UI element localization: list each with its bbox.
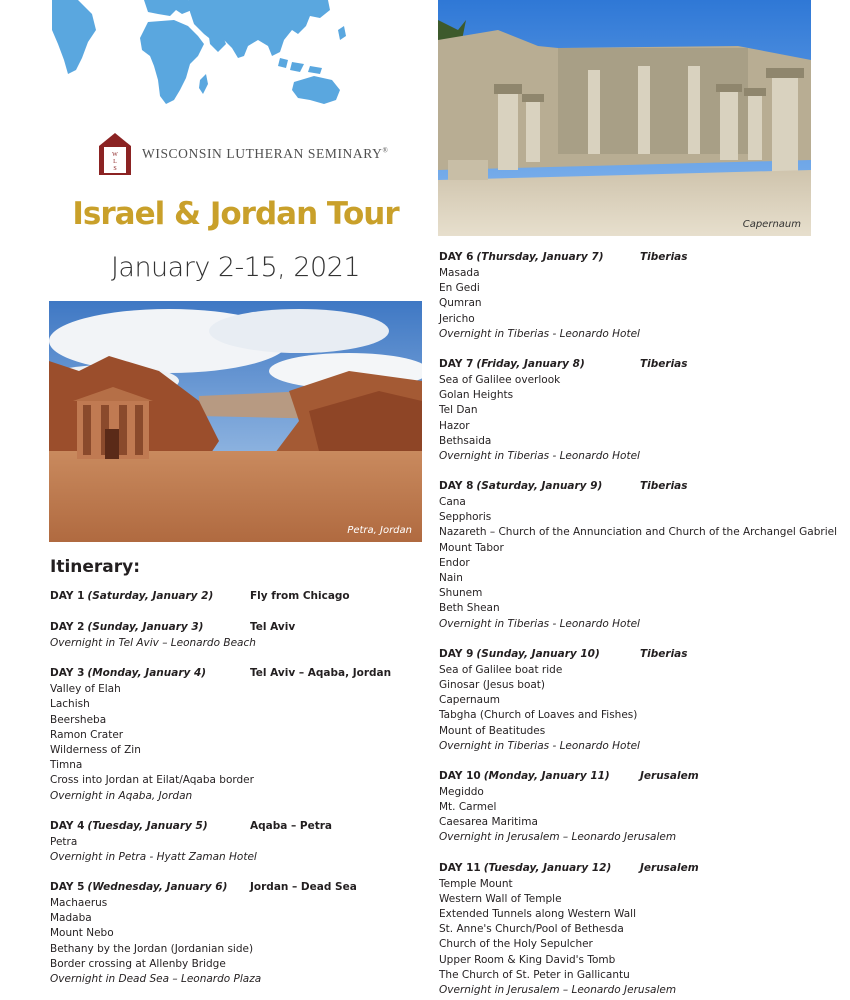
day-place: Qumran	[439, 297, 482, 310]
day-destination: Fly from Chicago	[250, 590, 350, 602]
day-place: Western Wall of Temple	[439, 892, 562, 905]
day-destination: Jerusalem	[640, 861, 699, 874]
day-place: Extended Tunnels along Western Wall	[439, 908, 636, 920]
day-number: DAY 3	[50, 667, 85, 680]
day-destination: Aqaba – Petra	[250, 819, 332, 832]
day-overnight: Overnight in Tiberias - Leonardo Hotel	[439, 449, 640, 462]
petra-caption: Petra, Jordan	[347, 525, 412, 536]
day-overnight: Overnight in Tiberias - Leonardo Hotel	[439, 739, 640, 752]
capernaum-caption: Capernaum	[742, 219, 801, 230]
day-date: (Tuesday, January 12)	[483, 861, 612, 874]
day-place: Megiddo	[439, 785, 484, 798]
day-date: (Wednesday, January 6)	[87, 881, 228, 894]
day-place: Ginosar (Jesus boat)	[439, 678, 546, 691]
day-overnight: Overnight in Jerusalem – Leonardo Jerusalem	[439, 831, 677, 844]
day-number: DAY 4	[50, 819, 85, 832]
svg-text:S: S	[113, 166, 117, 172]
day-destination: Tiberias	[640, 357, 688, 370]
day-place: Endor	[439, 556, 470, 569]
seminary-logo	[98, 132, 388, 176]
itinerary-day	[439, 646, 814, 754]
day-place: Caesarea Maritima	[439, 816, 538, 829]
day-header	[439, 356, 814, 373]
day-place: Capernaum	[439, 694, 500, 707]
day-date: (Sunday, January 10)	[476, 647, 600, 660]
svg-text:W: W	[112, 152, 118, 158]
day-place: St. Anne's Church/Pool of Bethesda	[439, 923, 624, 936]
day-place: Valley of Elah	[50, 683, 121, 696]
svg-text:L: L	[113, 159, 117, 165]
day-place: En Gedi	[439, 282, 480, 295]
day-place: Petra	[50, 835, 78, 848]
itinerary-heading: Itinerary:	[50, 557, 141, 577]
day-place: Tel Dan	[439, 404, 478, 417]
petra-photo	[49, 301, 422, 542]
day-place: Bethany by the Jordan (Jordanian side)	[50, 942, 254, 955]
day-place: Border crossing at Allenby Bridge	[50, 957, 226, 970]
day-overnight: Overnight in Dead Sea – Leonardo Plaza	[50, 973, 262, 985]
day-place: Nazareth – Church of the Annunciation and Church of the Archangel Gabriel	[439, 526, 838, 539]
day-date: (Monday, January 4)	[87, 667, 207, 680]
seminary-name: WISCONSIN LUTHERAN SEMINARY®	[142, 146, 389, 161]
day-place: Upper Room & King David's Tomb	[439, 953, 616, 966]
day-destination: Tel Aviv – Aqaba, Jordan	[250, 667, 392, 680]
day-place: Madaba	[50, 912, 92, 925]
world-map-graphic	[48, 0, 348, 108]
day-overnight: Overnight in Aqaba, Jordan	[50, 789, 193, 802]
day-place: Nain	[439, 572, 463, 584]
day-place: Temple Mount	[439, 877, 513, 890]
day-destination: Jerusalem	[640, 769, 699, 782]
day-header	[50, 818, 425, 835]
itinerary-day	[50, 818, 425, 865]
itinerary-day	[439, 478, 838, 632]
day-place: Mt. Carmel	[439, 801, 497, 814]
itinerary-left-column	[50, 588, 425, 1000]
day-date: (Saturday, January 2)	[87, 590, 214, 602]
day-overnight: Overnight in Jerusalem – Leonardo Jerusalem	[439, 983, 677, 996]
day-place: Timna	[50, 759, 83, 772]
day-number: DAY 5	[50, 881, 85, 894]
itinerary-day	[439, 249, 814, 342]
day-number: DAY 1	[50, 590, 85, 602]
day-place: Golan Heights	[439, 389, 514, 402]
day-destination: Tiberias	[640, 480, 688, 493]
day-place: Sea of Galilee boat ride	[439, 663, 563, 676]
day-place: Shunem	[439, 587, 483, 600]
day-place: Bethsaida	[439, 434, 492, 447]
day-date: (Monday, January 11)	[483, 769, 610, 782]
tour-dates: January 2-15, 2021	[110, 252, 361, 283]
day-header	[439, 860, 814, 877]
day-number: DAY 9	[439, 647, 474, 660]
day-place: Sepphoris	[439, 511, 492, 524]
day-place: Mount Tabor	[439, 541, 504, 554]
day-destination: Tiberias	[640, 647, 688, 660]
day-date: (Saturday, January 9)	[476, 480, 603, 493]
petra-landscape-image	[49, 301, 422, 542]
day-header	[439, 646, 814, 663]
day-overnight: Overnight in Petra - Hyatt Zaman Hotel	[50, 850, 257, 863]
day-date: (Tuesday, January 5)	[87, 819, 208, 832]
day-place: Lachish	[50, 698, 90, 711]
itinerary-day	[50, 588, 425, 605]
day-header	[439, 249, 814, 266]
itinerary-day	[439, 860, 814, 999]
capernaum-ruins-image	[438, 0, 811, 236]
day-place: Mount Nebo	[50, 927, 114, 940]
itinerary-day	[50, 619, 425, 651]
day-place: Church of the Holy Sepulcher	[439, 938, 593, 951]
day-place: Ramon Crater	[50, 728, 124, 741]
day-place: Cross into Jordan at Eilat/Aqaba border	[50, 774, 254, 787]
world-map-illustration	[48, 0, 348, 108]
day-header	[50, 619, 425, 636]
day-destination: Tel Aviv	[250, 621, 296, 633]
day-place: Mount of Beatitudes	[439, 724, 546, 737]
day-place: Machaerus	[50, 897, 108, 910]
capernaum-photo	[438, 0, 811, 236]
day-overnight: Overnight in Tiberias - Leonardo Hotel	[439, 617, 640, 630]
day-date: (Sunday, January 3)	[87, 621, 204, 633]
day-place: Beth Shean	[439, 602, 500, 615]
day-number: DAY 7	[439, 357, 474, 370]
itinerary-day	[50, 665, 425, 804]
day-number: DAY 8	[439, 480, 474, 493]
day-destination: Tiberias	[640, 251, 688, 263]
seminary-logo-icon	[98, 132, 132, 176]
day-destination: Jordan – Dead Sea	[250, 881, 357, 894]
day-place: Masada	[439, 267, 480, 279]
day-date: (Thursday, January 7)	[476, 251, 604, 263]
day-overnight: Overnight in Tel Aviv – Leonardo Beach	[50, 637, 256, 649]
day-number: DAY 2	[50, 621, 85, 633]
day-date: (Friday, January 8)	[476, 357, 585, 370]
day-header	[50, 588, 425, 605]
day-header	[439, 768, 814, 785]
day-header	[439, 478, 814, 495]
day-number: DAY 6	[439, 251, 474, 263]
itinerary-day	[439, 768, 814, 846]
day-header	[50, 879, 425, 896]
day-place: Wilderness of Zin	[50, 743, 141, 756]
itinerary-right-column	[439, 249, 838, 1000]
day-place: The Church of St. Peter in Gallicantu	[439, 968, 630, 981]
day-place: Jericho	[439, 312, 475, 325]
day-header	[50, 665, 425, 682]
day-overnight: Overnight in Tiberias - Leonardo Hotel	[439, 327, 640, 340]
itinerary-day	[50, 879, 425, 987]
day-number: DAY 11	[439, 861, 481, 874]
day-place: Cana	[439, 496, 466, 509]
day-place: Beersheba	[50, 713, 107, 726]
day-number: DAY 10	[439, 769, 481, 782]
day-place: Sea of Galilee overlook	[439, 373, 561, 386]
itinerary-day	[439, 356, 814, 464]
tour-title: Israel & Jordan Tour	[72, 196, 399, 232]
day-place: Hazor	[439, 419, 470, 432]
day-place: Tabgha (Church of Loaves and Fishes)	[439, 709, 638, 722]
